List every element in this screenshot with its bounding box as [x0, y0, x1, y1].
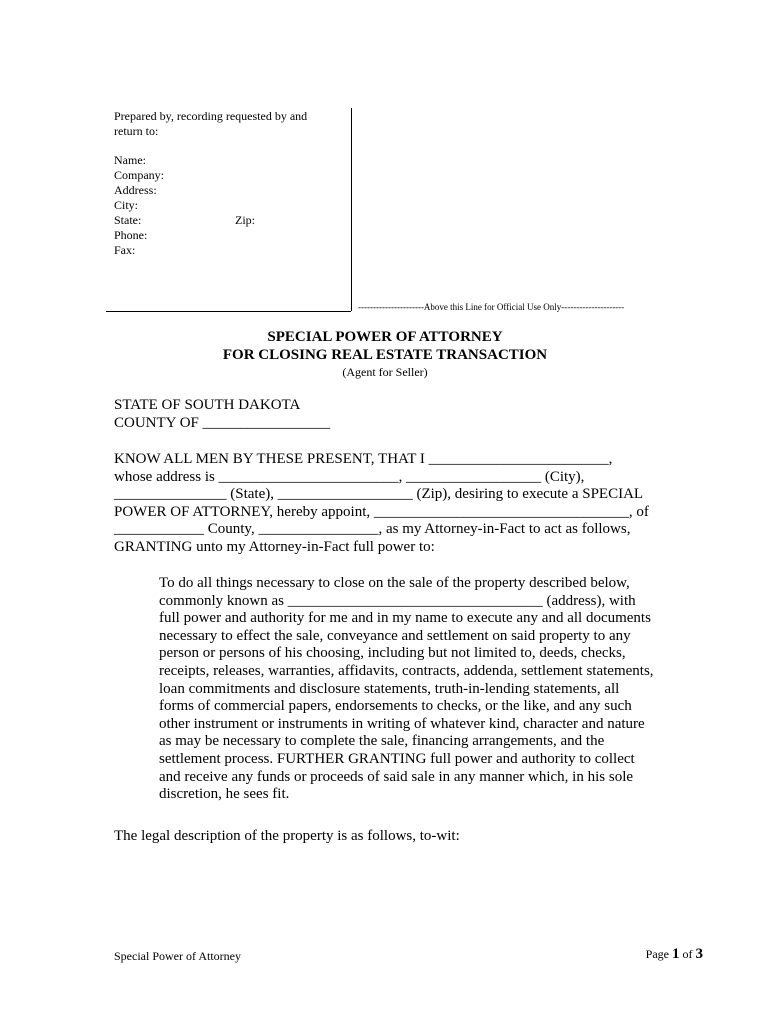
powers-line: loan commitments and disclosure statements, truth-in-lending statements, all	[159, 680, 620, 697]
company-label: Company:	[114, 168, 164, 182]
powers-line: other instrument or instruments in writing of whatever kind, character and nature	[159, 715, 645, 732]
of-word: of	[679, 947, 696, 961]
state-label: State:	[114, 213, 142, 227]
powers-paragraph	[159, 575, 654, 804]
powers-line: settlement process. FURTHER GRANTING full power and authority to collect	[159, 750, 635, 767]
phone-label: Phone:	[114, 228, 148, 242]
powers-line: receipts, releases, warranties, affidavits, contracts, addenda, settlement statements,	[159, 662, 654, 679]
venue-state: STATE OF SOUTH DAKOTA	[114, 397, 301, 413]
page-indicator	[646, 946, 703, 963]
prepared-by-line1: Prepared by, recording requested by and	[114, 109, 308, 123]
address-label: Address:	[114, 183, 157, 197]
page-word: Page	[645, 947, 672, 961]
intro-line: ____________ County, ________________, as my Attorney-in-Fact to act as follows,	[114, 521, 631, 538]
powers-line: and receive any funds or proceeds of said sale in any manner which, in his sole	[159, 768, 634, 785]
powers-line: discretion, he sees fit.	[159, 786, 290, 803]
powers-line: To do all things necessary to close on the sale of the property described below,	[159, 575, 630, 591]
page-total: 3	[695, 946, 703, 962]
official-use-notice: ----------------------Above this Line for Official Use Only---------------------	[358, 302, 625, 312]
powers-line: necessary to effect the sale, conveyance and settlement on said property to any	[159, 627, 631, 644]
prepared-by-block	[114, 109, 307, 139]
city-label: City:	[114, 198, 139, 212]
powers-line: person or persons of his choosing, including but not limited to, deeds, checks,	[159, 645, 626, 662]
name-label: Name:	[114, 153, 146, 167]
legal-description-intro: The legal description of the property is as follows, to-wit:	[114, 828, 460, 844]
intro-line: KNOW ALL MEN BY THESE PRESENT, THAT I ________________________,	[114, 451, 613, 467]
powers-line: forms of commercial papers, endorsements to checks, or the like, and any such	[159, 698, 632, 715]
venue-county: COUNTY OF _________________	[114, 415, 331, 431]
page-number: 1	[672, 946, 680, 962]
powers-line: full power and authority for me and in my name to execute any and all documents	[159, 610, 651, 627]
prepared-by-line2: return to:	[114, 124, 159, 138]
intro-line: whose address is ________________________, __________________ (City),	[114, 468, 585, 485]
powers-line: commonly known as __________________________________ (address), with	[159, 592, 636, 609]
header-divider	[106, 311, 351, 312]
state-zip-row	[114, 213, 255, 228]
intro-paragraph	[114, 451, 649, 557]
contact-fields	[114, 153, 255, 258]
intro-line: GRANTING unto my Attorney-in-Fact full power to:	[114, 538, 435, 555]
document-subtitle: (Agent for Seller)	[342, 365, 428, 379]
zip-label: Zip:	[235, 213, 255, 227]
fax-label: Fax:	[114, 243, 136, 257]
document-title-line2: FOR CLOSING REAL ESTATE TRANSACTION	[222, 347, 548, 363]
intro-line: _______________ (State), __________________ (Zip), desiring to execute a SPECIAL	[114, 486, 644, 503]
document-title: SPECIAL POWER OF ATTORNEY	[267, 329, 503, 345]
footer-document-name: Special Power of Attorney	[114, 949, 241, 963]
intro-line: POWER OF ATTORNEY, hereby appoint, __________________________________, of	[114, 503, 649, 520]
powers-line: as may be necessary to complete the sale, financing arrangements, and the	[159, 733, 605, 750]
